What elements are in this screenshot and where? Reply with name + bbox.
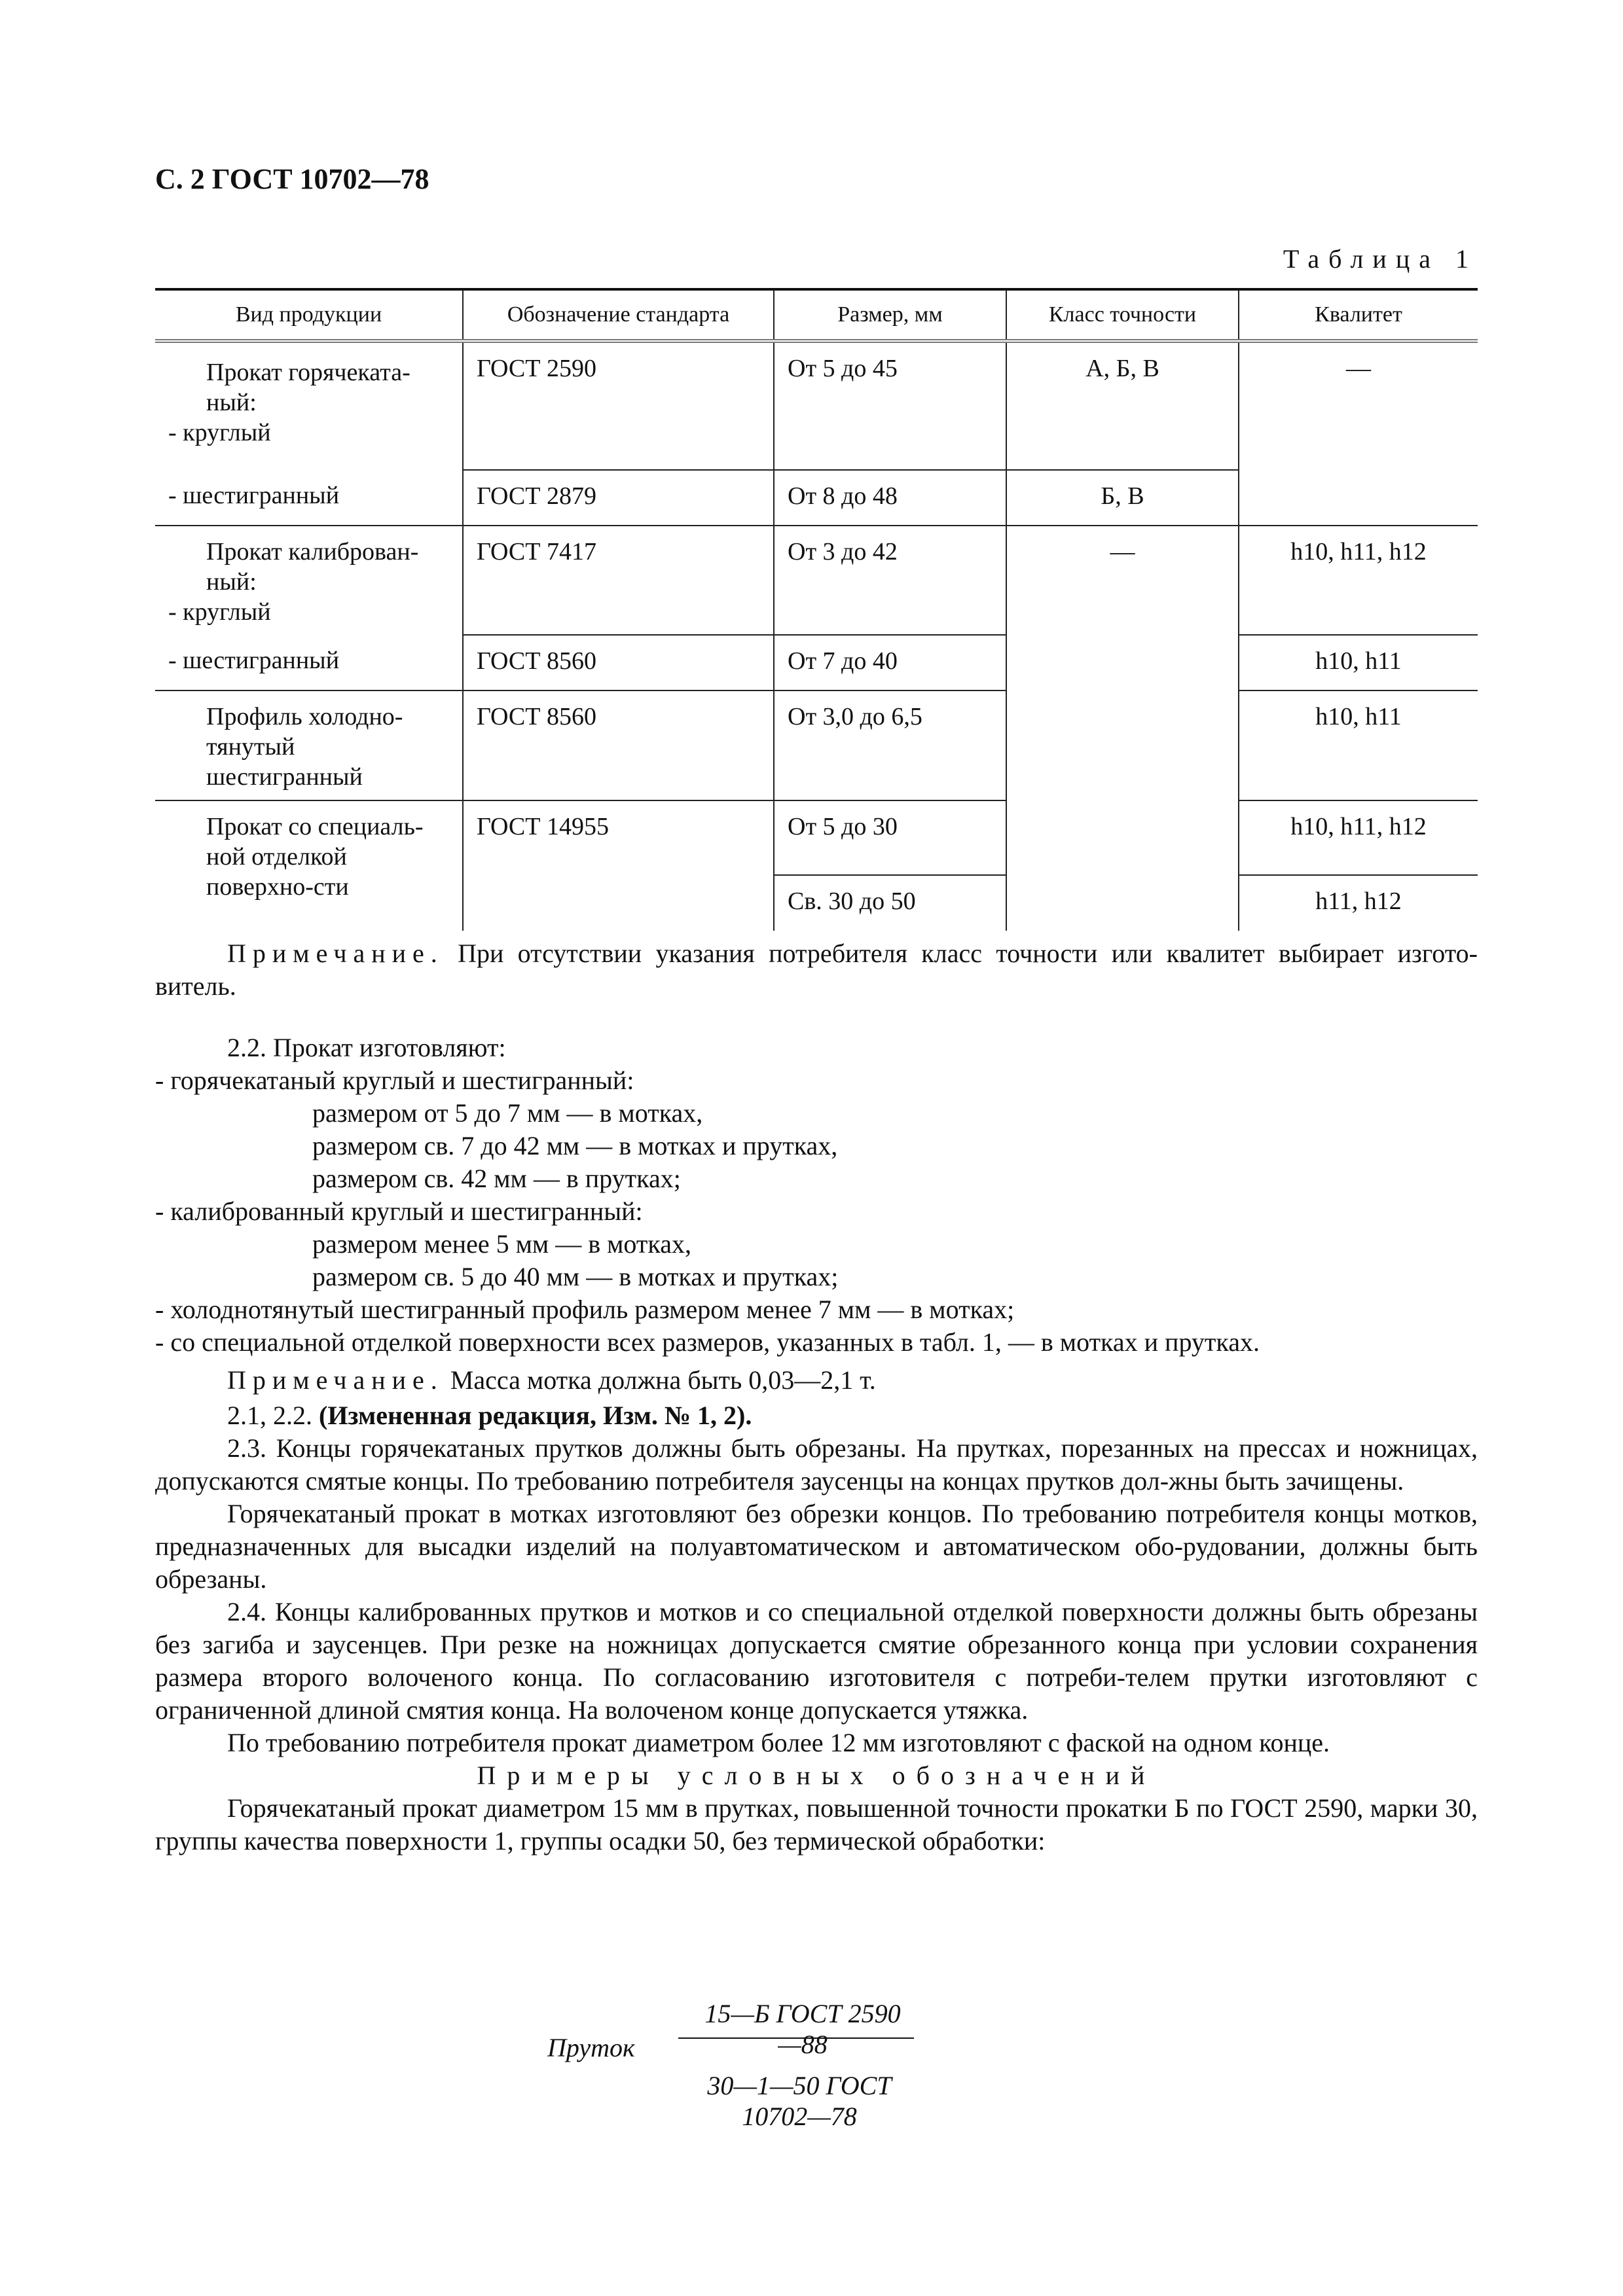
- col-header-quality: Квалитет: [1239, 289, 1478, 341]
- quality-cell: h11, h12: [1239, 875, 1478, 931]
- table-row: [155, 800, 1478, 875]
- example-text: Горячекатаный прокат диаметром 15 мм в прутках, повышенной точности прокатки Б по ГОСТ 2590, марки 30, группы качества поверхности 1, группы осадки 50, без термической обработки:: [155, 1793, 1478, 1856]
- note-label: Примечание.: [227, 1365, 444, 1395]
- fraction-bar: [678, 2037, 914, 2039]
- examples-title: Примеры условных обозначений: [477, 1761, 1156, 1790]
- quality-cell: —: [1239, 341, 1478, 526]
- paragraph-2-3: 2.3. Концы горячекатаных прутков должны быть обрезаны. На прутках, порезанных на прессах и ножницах, допускаются смятые концы. По требованию потребителя заусенцы на концах прутков дол-жны быть зачищены.: [155, 1433, 1478, 1496]
- col-header-product: Вид продукции: [155, 289, 463, 341]
- product-name: Профиль холодно-тянутый шестигранный: [206, 703, 403, 791]
- table-header-row: [155, 289, 1478, 341]
- designation-formula: [547, 1993, 1045, 2131]
- table-note: [155, 937, 1478, 1003]
- product-subtype: - круглый: [168, 598, 271, 626]
- note-label: Примечание.: [227, 939, 444, 968]
- product-table: [155, 288, 1478, 931]
- size-cell: От 3 до 42: [774, 526, 1006, 635]
- amendment-line: [155, 1399, 1478, 1432]
- product-subtype: - шестигранный: [155, 635, 463, 691]
- standard-cell: ГОСТ 8560: [463, 691, 774, 800]
- col-header-class: Класс точности: [1006, 289, 1239, 341]
- table-row: [155, 635, 1478, 691]
- class-cell: —: [1006, 526, 1239, 931]
- note-text: Масса мотка должна быть 0,03—2,1 т.: [443, 1365, 876, 1395]
- paragraph-2-4-cont: По требованию потребителя прокат диаметром более 12 мм изготовляют с фаской на одном конце.: [227, 1728, 1330, 1757]
- product-name: Прокат горячеката-ный:: [206, 359, 410, 416]
- formula-label: Пруток: [547, 2033, 635, 2062]
- mass-note: [155, 1364, 1478, 1397]
- list-subitem: размером св. 7 до 42 мм — в мотках и прутках,: [312, 1131, 838, 1160]
- size-cell: Св. 30 до 50: [774, 875, 1006, 931]
- formula-numerator: 15—Б ГОСТ 2590—88: [704, 1999, 901, 2059]
- list-item: - холоднотянутый шестигранный профиль размером менее 7 мм — в мотках;: [155, 1295, 1015, 1324]
- list-subitem: размером менее 5 мм — в мотках,: [312, 1229, 691, 1259]
- list-subitem: размером от 5 до 7 мм — в мотках,: [312, 1098, 703, 1128]
- note-text: При отсутствии указания потребителя класс точности или квалитет выбирает изгото-витель.: [155, 939, 1478, 1001]
- class-cell: А, Б, В: [1006, 341, 1239, 470]
- section-2-2-title: 2.2. Прокат изготовляют:: [227, 1033, 506, 1062]
- paragraph-2-3-cont: Горячекатаный прокат в мотках изготовляют без обрезки концов. По требованию потребителя концы мотков, предназначенных для высадки изделий на полуавтоматическом и автоматическом обо-рудовании, должны быть обрезаны.: [155, 1499, 1478, 1594]
- paragraph-2-4: 2.4. Концы калиброванных прутков и мотков и со специальной отделкой поверхности должны быть обрезаны без загиба и заусенцев. При резке на ножницах допускается смятие обрезанного конца при условии сохранения размера второго волоченого конца. По согласованию изготовителя с потреби-телем прутки изготовляют с ограниченной длиной смятия конца. На волоченом конце допускается утяжка.: [155, 1597, 1478, 1725]
- formula-denominator: 30—1—50 ГОСТ 10702—78: [707, 2071, 892, 2131]
- list-item: - горячекатаный круглый и шестигранный:: [155, 1066, 634, 1095]
- size-cell: От 7 до 40: [774, 635, 1006, 691]
- class-cell: Б, В: [1006, 470, 1239, 526]
- table-caption: Таблица 1: [1283, 244, 1478, 274]
- size-cell: От 5 до 30: [774, 800, 1006, 875]
- amendment-bold: (Измененная редакция, Изм. № 1, 2).: [319, 1401, 752, 1430]
- col-header-size: Размер, мм: [774, 289, 1006, 341]
- size-cell: От 3,0 до 6,5: [774, 691, 1006, 800]
- quality-cell: h10, h11, h12: [1239, 526, 1478, 635]
- product-subtype: - круглый: [168, 419, 271, 446]
- table-row: [155, 526, 1478, 635]
- quality-cell: h10, h11: [1239, 691, 1478, 800]
- quality-cell: h10, h11, h12: [1239, 800, 1478, 875]
- page-header: С. 2 ГОСТ 10702—78: [155, 163, 429, 195]
- body-text: [155, 937, 1478, 1857]
- standard-cell: ГОСТ 8560: [463, 635, 774, 691]
- table-row: [155, 341, 1478, 470]
- product-name: Прокат со специаль-ной отделкой поверхно-сти: [206, 813, 424, 901]
- list-item: - калиброванный круглый и шестигранный:: [155, 1196, 643, 1226]
- amendment-prefix: 2.1, 2.2.: [227, 1401, 319, 1430]
- list-subitem: размером св. 5 до 40 мм — в мотках и прутках;: [312, 1262, 839, 1291]
- product-name: Прокат калиброван-ный:: [206, 538, 419, 596]
- table-row: [155, 691, 1478, 800]
- product-subtype: - шестигранный: [155, 470, 463, 526]
- standard-cell: ГОСТ 2879: [463, 470, 774, 526]
- list-subitem: размером св. 42 мм — в прутках;: [312, 1164, 681, 1193]
- size-cell: От 8 до 48: [774, 470, 1006, 526]
- quality-cell: h10, h11: [1239, 635, 1478, 691]
- standard-cell: ГОСТ 14955: [463, 800, 774, 931]
- standard-cell: ГОСТ 2590: [463, 341, 774, 470]
- col-header-standard: Обозначение стандарта: [463, 289, 774, 341]
- size-cell: От 5 до 45: [774, 341, 1006, 470]
- list-item: - со специальной отделкой поверхности всех размеров, указанных в табл. 1, — в мотках и прутках.: [155, 1327, 1260, 1357]
- standard-cell: ГОСТ 7417: [463, 526, 774, 635]
